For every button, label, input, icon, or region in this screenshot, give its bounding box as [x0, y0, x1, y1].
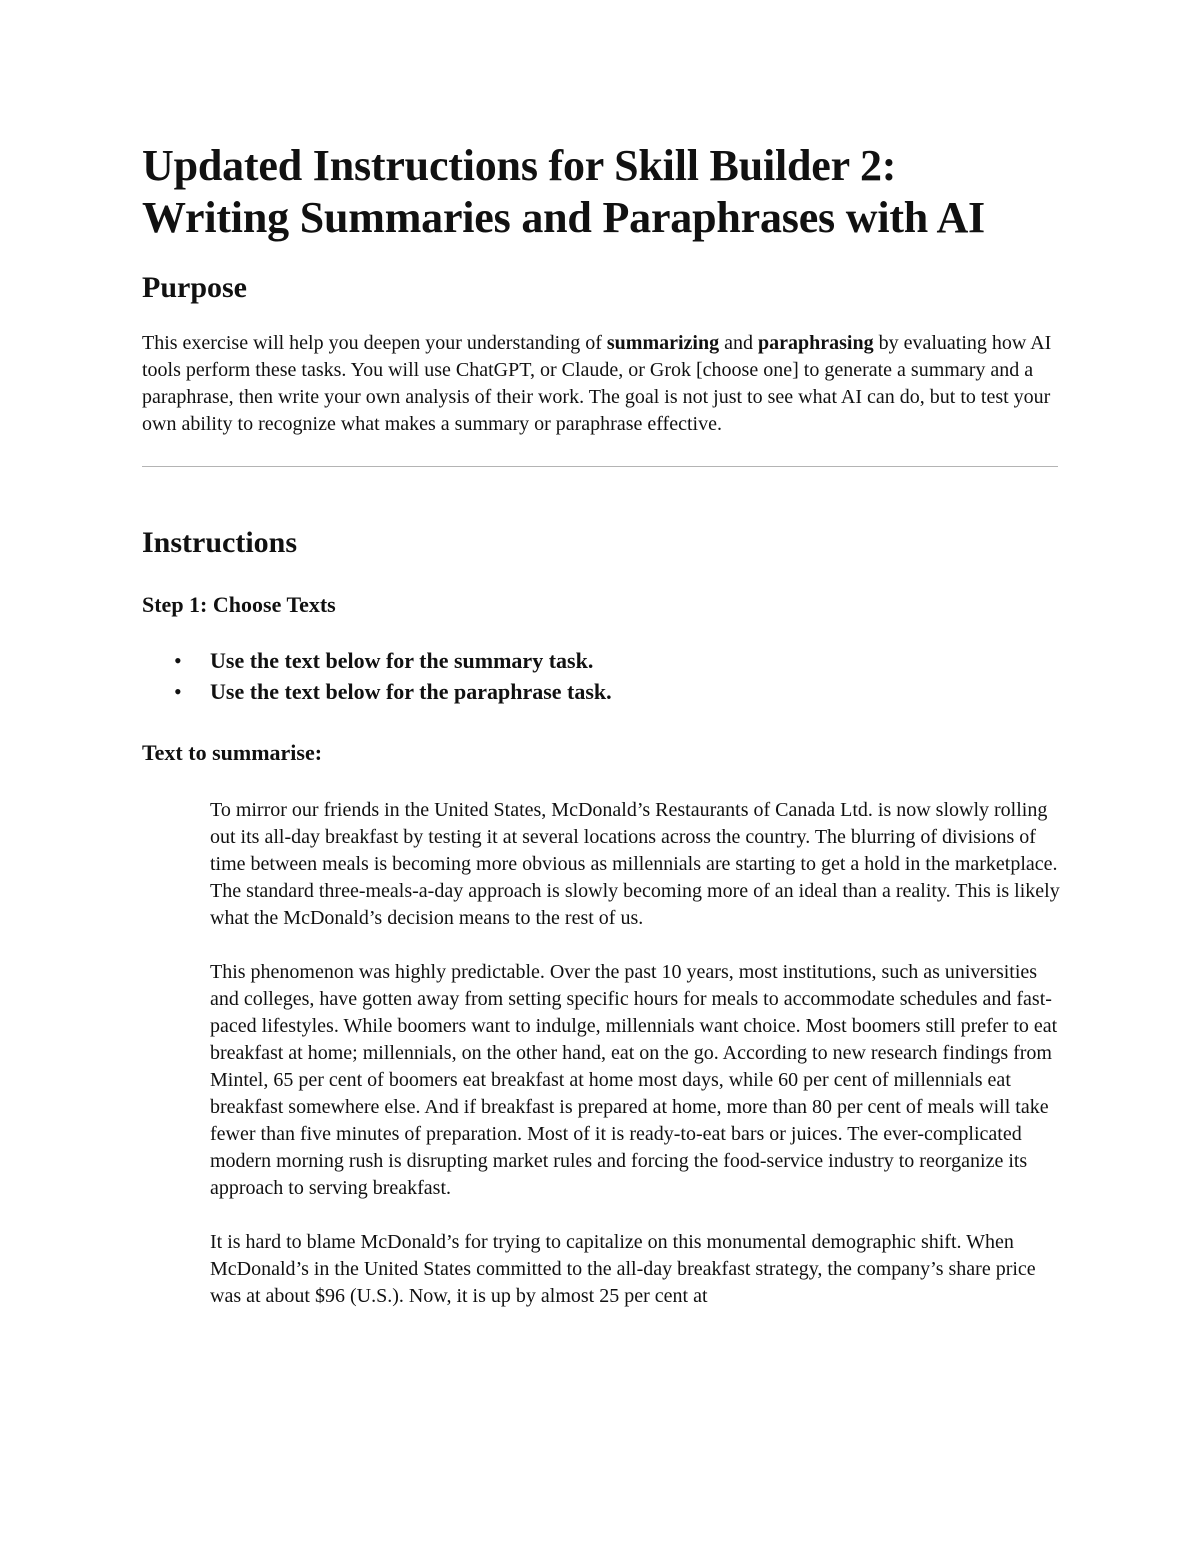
step1-bullet-list [142, 645, 1062, 707]
bullet-bold: paraphrase task [453, 679, 607, 704]
purpose-text-3: by evaluating how AI tools perform these tasks. You will use ChatGPT, or Claude, or Grok [choose one] to generate a summary and a paraphrase, then write your own analysis of their work. The goal is not just to see what AI can do, but to test your own ability to recognize what makes a summary or paraphrase effective. [142, 332, 1052, 435]
bullet-text: Use the text below for the [210, 679, 454, 704]
list-item [174, 645, 1062, 676]
bullet-icon: • [174, 648, 182, 673]
instructions-heading: Instructions [142, 526, 298, 559]
section-divider [142, 466, 1058, 467]
bullet-bold: summary task [453, 648, 588, 673]
document-content [142, 140, 1062, 1310]
text-to-summarise-heading: Text to summarise: [142, 740, 323, 765]
bullet-icon: • [174, 679, 182, 704]
bullet-text: Use the text below for the [210, 648, 454, 673]
source-paragraph-1: To mirror our friends in the United States, McDonald’s Restaurants of Canada Ltd. is now slowly rolling out its all-day breakfast by testing it at several locations across the country. The blurring of divisions of time between meals is becoming more obvious as millennials are starting to get a hold in the marketplace. The standard three-meals-a-day approach is slowly becoming more of an ideal than a reality. This is likely what the McDonald’s decision means to the rest of us. [210, 799, 1060, 929]
summary-source-text [210, 797, 1060, 1310]
title-line-1: Updated Instructions for Skill Builder 2: [142, 141, 897, 190]
list-item [174, 676, 1062, 707]
bullet-end: . [606, 679, 612, 704]
purpose-heading: Purpose [142, 271, 247, 304]
purpose-bold-summarizing: summarizing [606, 332, 720, 354]
title-line-2: Writing Summaries and Paraphrases with AI [142, 193, 985, 242]
purpose-paragraph [142, 330, 1062, 438]
source-paragraph-2: This phenomenon was highly predictable. Over the past 10 years, most institutions, such as universities and colleges, have gotten away from setting specific hours for meals to accommodate schedules and fast-paced lifestyles. While boomers want to indulge, millennials want choice. Most boomers still prefer to eat breakfast at home; millennials, on the other hand, eat on the go. According to new research findings from Mintel, 65 per cent of boomers eat breakfast at home most days, while 60 per cent of millennials eat breakfast somewhere else. And if breakfast is prepared at home, more than 80 per cent of meals will take fewer than five minutes of preparation. Most of it is ready-to-eat bars or juices. The ever-complicated modern morning rush is disrupting market rules and forcing the food-service industry to reorganize its approach to serving breakfast. [210, 961, 1058, 1199]
purpose-bold-paraphrasing: paraphrasing [757, 332, 874, 354]
purpose-text-1: This exercise will help you deepen your understanding of [142, 332, 607, 354]
source-paragraph-3: It is hard to blame McDonald’s for trying to capitalize on this monumental demographic shift. When McDonald’s in the United States committed to the all-day breakfast strategy, the company’s share price was at about $96 (U.S.). Now, it is up by almost 25 per cent at [210, 1231, 1036, 1307]
document-title [142, 140, 1062, 244]
purpose-text-2: and [719, 332, 758, 354]
step1-heading: Step 1: Choose Texts [142, 592, 336, 617]
bullet-end: . [587, 648, 594, 673]
